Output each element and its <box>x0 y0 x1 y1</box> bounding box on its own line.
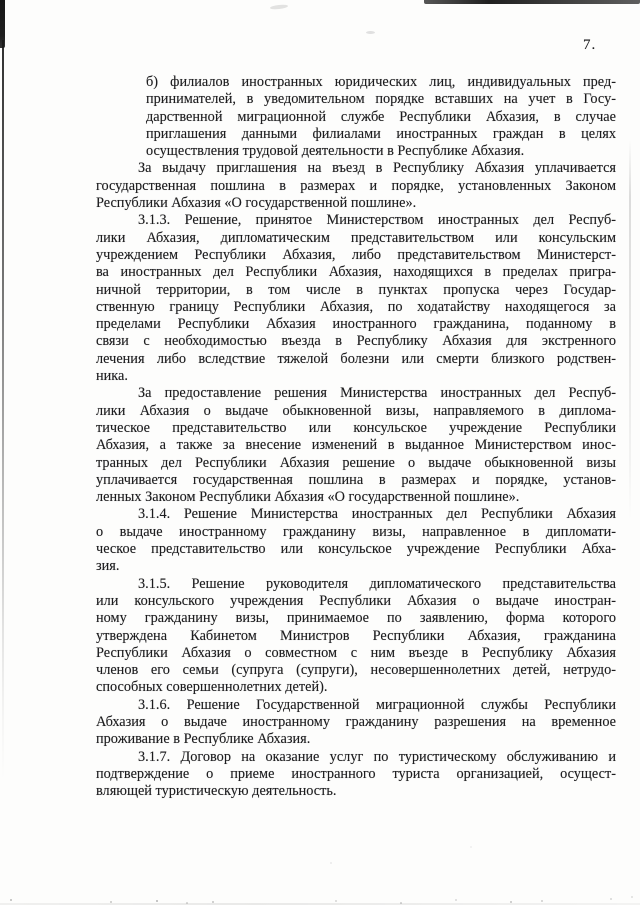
text-line: лики Абхазия о выдаче обыкновенной визы, направляемого в диплома- <box>96 402 616 419</box>
scan-artifact-specks <box>0 0 2 2</box>
paragraph <box>96 697 616 749</box>
text-line: транных дел Республики Абхазия решение о выдаче обыкновенной визы <box>96 454 616 471</box>
scan-artifact-top-edge <box>424 0 640 4</box>
text-line: лики Абхазия, дипломатическим представительством или консульским <box>96 229 616 246</box>
text-line: проживание в Республике Абхазия. <box>96 731 311 748</box>
paragraph <box>96 160 616 212</box>
text-line: членов его семьи (супруга (супруги), несовершеннолетних детей, нетрудо- <box>96 662 616 679</box>
text-line: вляющей туристическую деятельность. <box>96 783 337 800</box>
text-line: учреждением Республики Абхазия, либо представительством Министерст- <box>96 246 616 263</box>
text-line: уплачивается государственная пошлина в размерах и порядке, установ- <box>96 471 616 488</box>
paragraph <box>96 385 616 506</box>
scan-artifact-right-streak <box>629 140 631 520</box>
text-line: тическое представительство или консульское учреждение Республики <box>96 419 616 436</box>
text-line: За выдачу приглашения на въезд в Республику Абхазия уплачивается <box>138 160 616 177</box>
text-line: Республики Абхазия о совместном с ним въезде в Республику Абхазия <box>96 644 616 661</box>
text-line: За предоставление решения Министерства иностранных дел Респуб- <box>138 385 616 402</box>
text-line: ничной территории, в том числе в пунктах пропуска через Государ- <box>96 281 616 298</box>
page-number: 7. <box>583 37 597 53</box>
text-line: Абхазия, а также за внесение изменений в выданное Министерством инос- <box>96 437 616 454</box>
text-line: лечения либо вследствие тяжелой болезни или смерти близкого родствен- <box>96 350 616 367</box>
text-line: 3.1.5. Решение руководителя дипломатического представительства <box>138 575 616 592</box>
text-line: осуществления трудовой деятельности в Республике Абхазия. <box>146 143 525 160</box>
text-line: дарственной миграционной службе Республики Абхазия, в случае <box>146 108 616 125</box>
text-line: 3.1.4. Решение Министерства иностранных дел Республики Абхазия <box>138 506 616 523</box>
text-line: государственная пошлина в размерах и порядке, установленных Законом <box>96 177 616 194</box>
text-line: связи с необходимостью въезда в Республику Абхазия для экстренного <box>96 333 616 350</box>
text-line: зия. <box>96 558 120 575</box>
scan-artifact-left-edge-line <box>2 40 4 780</box>
text-line: ника. <box>96 368 128 385</box>
text-line: ленных Законом Республики Абхазия «О государственной пошлине». <box>96 489 520 506</box>
scan-artifact-smudge <box>270 4 288 10</box>
text-line: утверждена Кабинетом Министров Республики Абхазия, гражданина <box>96 627 616 644</box>
document-text <box>96 74 616 800</box>
text-line: о выдаче иностранному гражданину визы, направленное в дипломати- <box>96 523 616 540</box>
paragraph <box>96 749 616 801</box>
text-line: 3.1.6. Решение Государственной миграционной службы Республики <box>138 696 616 713</box>
text-line: принимателей, в уведомительном порядке вставших на учет в Госу- <box>146 91 616 108</box>
text-line: Абхазия о выдаче иностранному гражданину разрешения на временное <box>96 713 616 730</box>
text-line: ва иностранных дел Республики Абхазия, находящихся в пределах пригра- <box>96 264 616 281</box>
text-line: приглашения данными филиалами иностранных граждан в целях <box>146 125 616 142</box>
text-line: или консульского учреждения Республики Абхазия о выдаче иностран- <box>96 592 616 609</box>
text-line: ному гражданину визы, принимаемое по заявлению, форма которого <box>96 610 616 627</box>
scan-artifact-top-left-mark <box>0 0 5 48</box>
text-line: ческое представительство или консульское учреждение Республики Абха- <box>96 541 616 558</box>
text-line: 3.1.7. Договор на оказание услуг по туристическому обслуживанию и <box>138 748 616 765</box>
text-line: способных совершеннолетних детей). <box>96 679 328 696</box>
paragraph <box>146 74 616 160</box>
paragraph <box>96 212 616 385</box>
text-line: пределами Республики Абхазия иностранного гражданина, поданному в <box>96 316 616 333</box>
paragraph <box>96 576 616 697</box>
text-line: б) филиалов иностранных юридических лиц, индивидуальных пред- <box>146 74 616 90</box>
text-line: подтверждение о приеме иностранного туриста организацией, осущест- <box>96 765 616 782</box>
paragraph <box>96 506 616 575</box>
text-line: 3.1.3. Решение, принятое Министерством иностранных дел Респуб- <box>138 212 616 229</box>
text-line: ственную границу Республики Абхазия, по ходатайству находящегося за <box>96 298 616 315</box>
scan-artifact-smudge <box>366 31 375 34</box>
text-line: Республики Абхазия «О государственной пошлине». <box>96 195 417 212</box>
